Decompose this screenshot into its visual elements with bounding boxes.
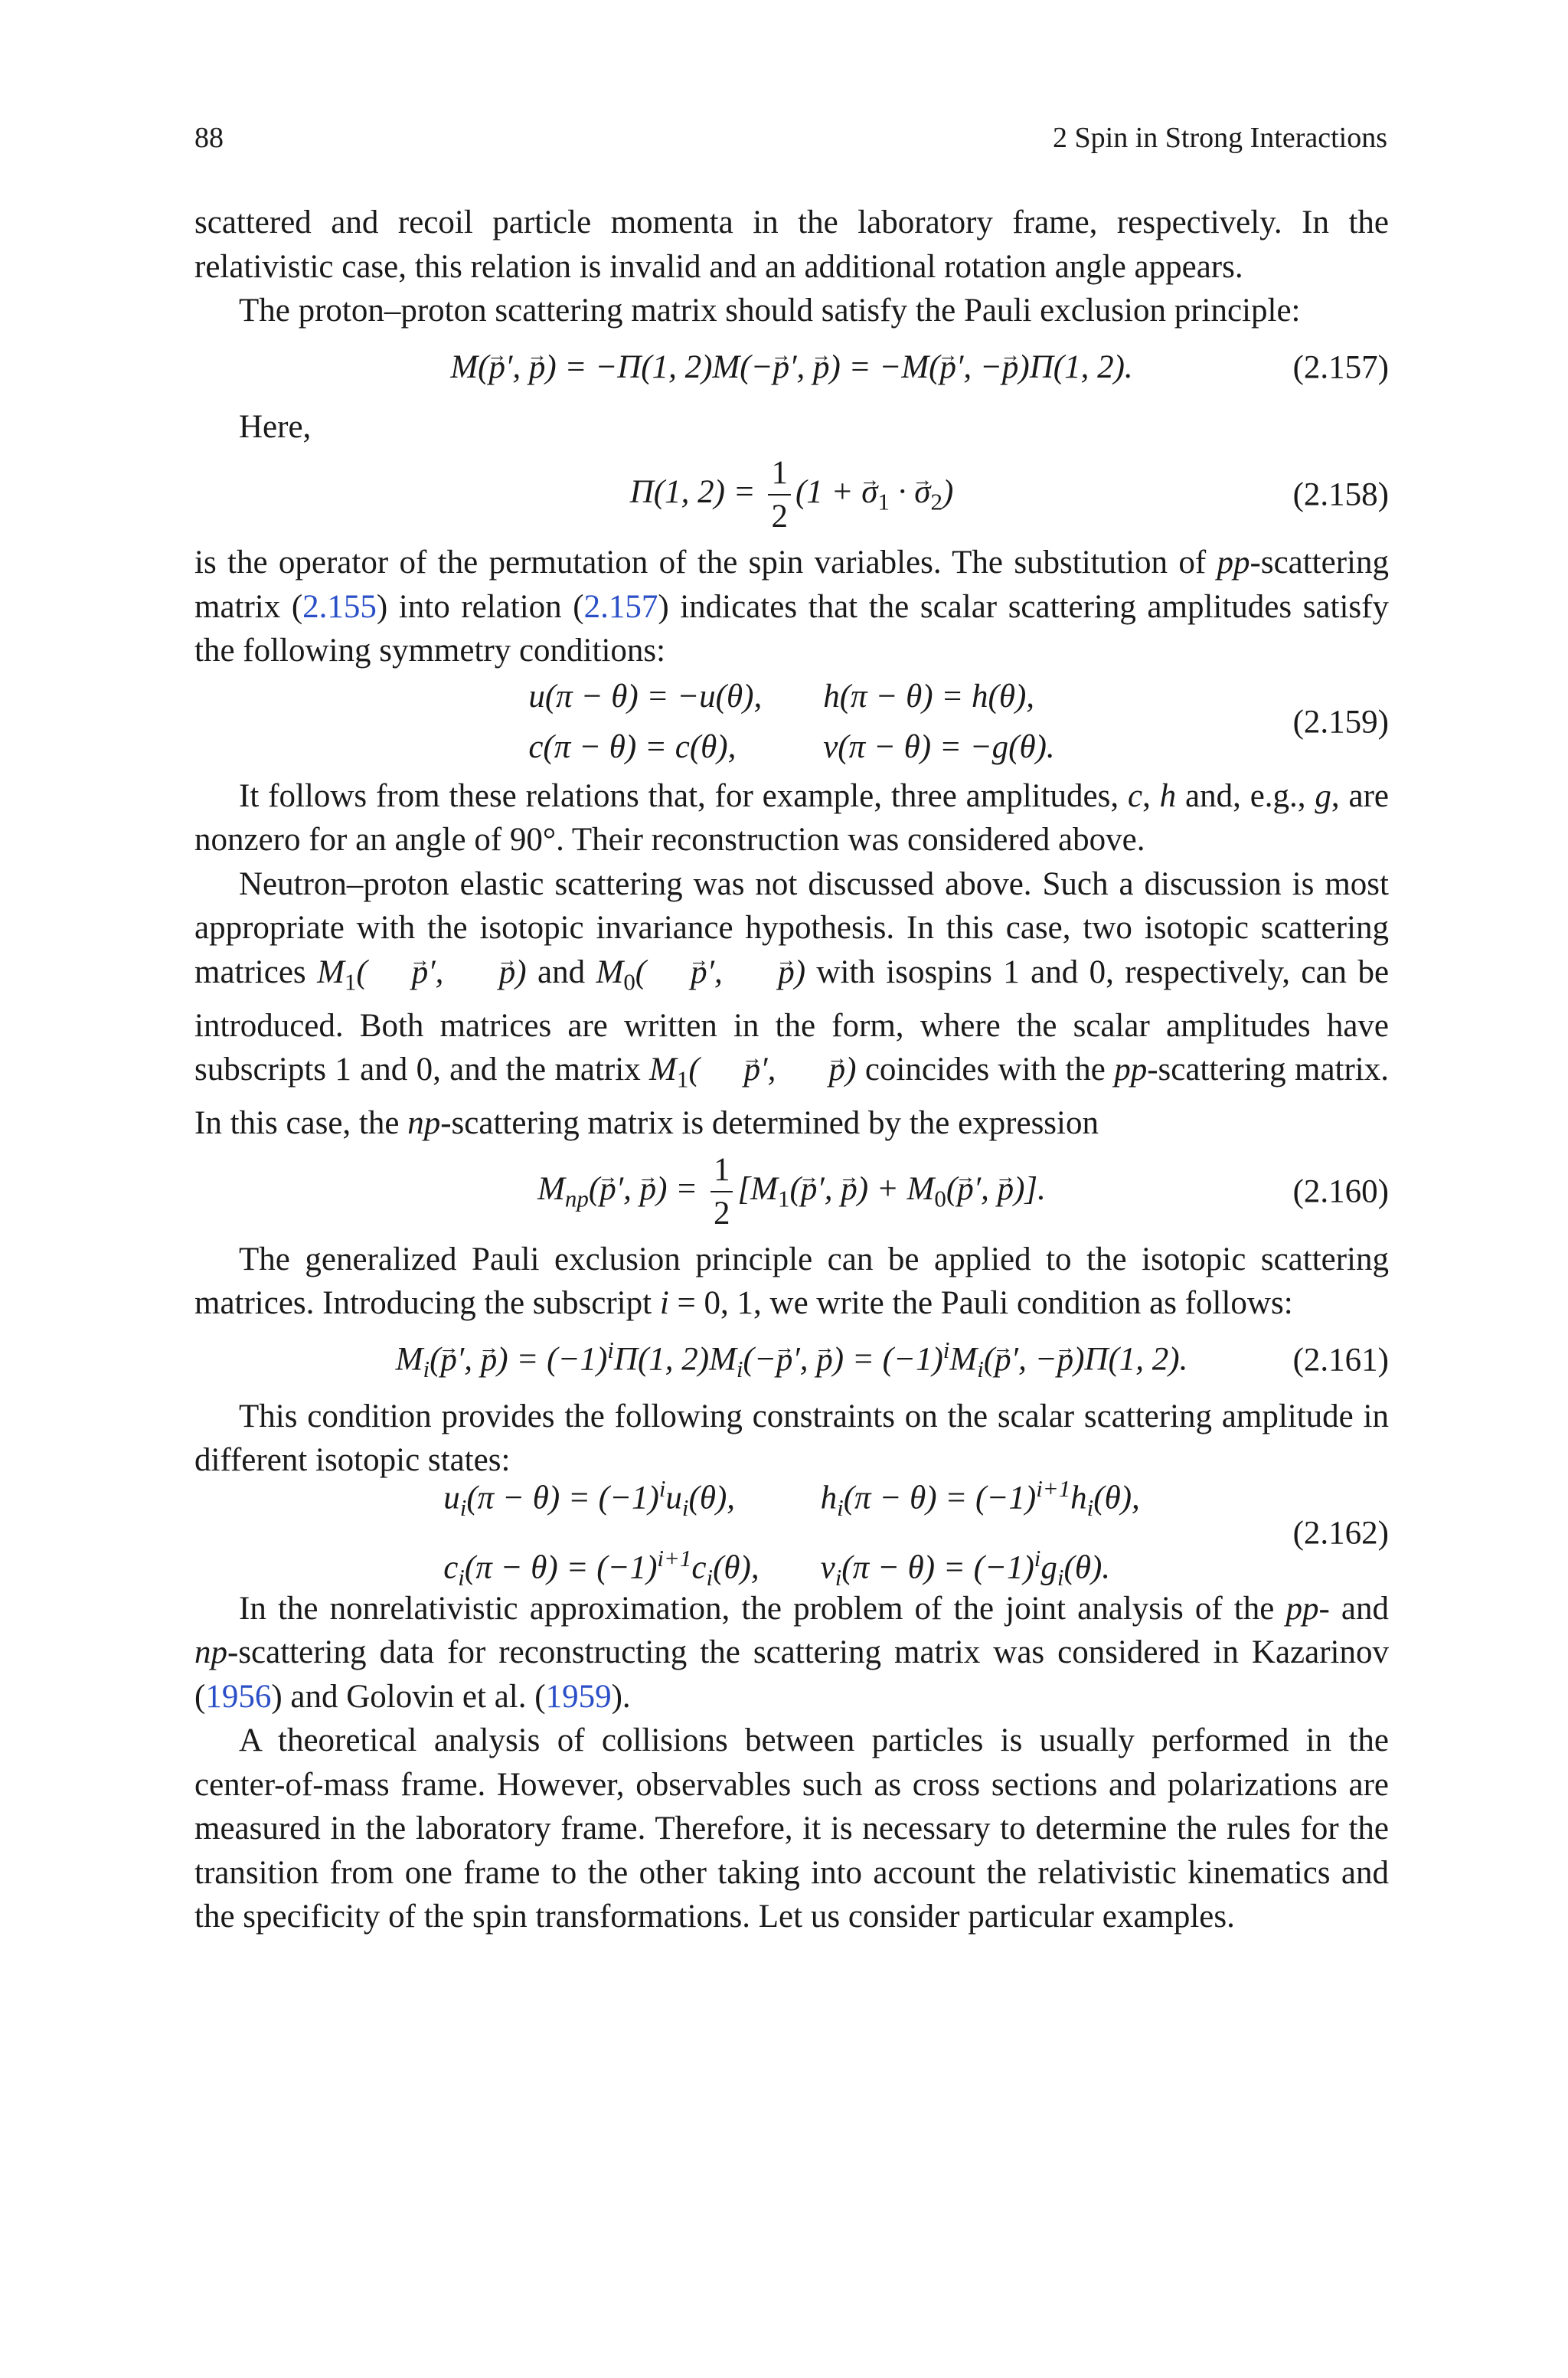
equation-2-162 [194,1475,1389,1591]
paragraph-3-text-d: ) indicates that the scalar scattering amplitudes satisfy the following symmetry conditions: [194,588,1389,669]
equation-2-160 [194,1146,1389,1238]
citation-link-kazarinov-1956[interactable]: 1956 [205,1678,272,1715]
paragraph-7: This condition provides the following constraints on the scalar scattering amplitude in different isotopic states: [194,1398,1389,1479]
paragraph-3-text-c: ) into relation ( [376,588,584,625]
paragraph-8-text-e: ). [611,1678,631,1715]
var-g: g [1315,777,1331,814]
equation-2-161-expression: $M_i(\to p'$, → $p) = (-1)^i\Pi(1$, $2)M_i(-\to p'$, → $p) = (-1)^iM_i(\to p'$, −→ p)Π(1, 2). [396,1328,1188,1391]
var-c: c [1127,777,1143,814]
paragraph-5 [194,862,1389,1146]
paragraph-5-text-c: with isospins 1 and 0, respectively, can be introduced. Both matrices are written in the form, where the scalar amplitudes have subscripts 1 and 0, and the matrix [194,953,1390,1088]
here-text: Here, [239,408,312,445]
paragraph-4-text-a: It follows from these relations that, for example, three amplitudes, [239,777,1128,814]
equation-2-157-number: (2.157) [1292,348,1389,385]
paragraph-8-text-c: -scattering data for reconstructing the scattering matrix was considered in Kazarinov ( [194,1634,1389,1715]
pp-label: pp [1114,1052,1148,1088]
paragraph-8-text-d: ) and Golovin et al. ( [271,1678,546,1715]
paragraph-5-text-e: -scattering matrix. In this case, the [194,1052,1390,1142]
equation-link-2-157[interactable]: 2.157 [583,588,658,625]
equation-2-157 [194,333,1389,402]
paragraph-9: A theoretical analysis of collisions between particles is usually performed in the center-of-mass frame. However, observables such as cross sections and polarizations are measured in the laboratory frame. Therefore, it is necessary to determine the rules for the transition from one frame to the other taking into account the relativistic kinematics and the specificity of the spin transformations. Let us consider particular examples. [194,1722,1389,1935]
equation-2-157-expression: M(→ p′, → p) = −Π(1, 2)M(−→ p′, → p) = −M(→ p′, −→ p)Π(1, 2). [450,345,1132,390]
equation-2-159 [194,673,1389,771]
paragraph-3-text-a: is the operator of the permutation of the spin variables. The substitution of [194,545,1217,581]
paragraph-6 [194,1238,1389,1326]
equation-2-159-expression: u(π − θ) = −u(θ), h(π − θ) = h(θ), c(π − θ) = c(θ), v(π − θ) = −g(θ). [528,679,1055,765]
inline-math-m1: $M_1(\to p'$, → p) [317,954,527,990]
pp-label: pp [1217,545,1250,581]
paragraph-3-text-b: -scattering matrix ( [194,545,1389,625]
paragraph-5-text-f: -scattering matrix is determined by the expression [440,1105,1099,1142]
page-header [194,121,1387,159]
equation-2-158-number: (2.158) [1292,476,1389,513]
page-body [194,201,1389,1939]
equation-2-161-number: (2.161) [1292,1341,1389,1378]
paragraph-5-text-b: and [526,953,596,990]
np-label: np [194,1634,227,1671]
var-h: h [1159,777,1177,814]
paragraph-8-text-a: In the nonrelativistic approximation, the problem of the joint analysis of the [239,1590,1286,1627]
paragraph-4-text-f: , are nonzero for an angle of 90°. Their reconstruction was considered above. [194,777,1390,858]
citation-link-golovin-1959[interactable]: 1959 [545,1678,612,1715]
paragraph-4 [194,774,1389,862]
equation-2-161 [194,1326,1389,1395]
equation-2-160-number: (2.160) [1292,1173,1389,1209]
inline-math-m1-b: $M_1(\to p'$, → p) [649,1052,856,1088]
equation-2-158-expression: Π(1, 2) = $\frac{1}{2}$ (1 + → $\sigma_1$ · → $\sigma_2$) [630,456,954,533]
equation-2-162-expression: $u_i(\pi - \theta) = (-1)^iu_i(\theta)$, $h_i(\pi - \theta) = (-1)^{i+1}h_i(\theta)$, $c_i(\pi - \theta) = (-1)^{i+1}c_i(\theta)$, $v_i(\pi - \theta) = (-1)^ig_i(\theta)$. [443,1475,1140,1591]
inline-math-m0: $M_0(\to p'$, → p) [596,954,805,990]
paragraph-3 [194,541,1389,673]
equation-2-160-expression: $M_{np}(\to p'$, → p) = $\frac{1}{2}$ [$M_1(\to p'$, → $p) + M_0(\to p'$, → p)]. [537,1153,1046,1230]
paragraph-4-text-b: , [1142,777,1160,814]
np-label: np [407,1105,441,1142]
equation-2-158 [194,449,1389,541]
page-number: 88 [194,122,224,154]
paragraph-4-text-e: and, e.g., [1176,777,1315,814]
equation-2-159-number: (2.159) [1292,703,1389,740]
paragraph-2: The proton–proton scattering matrix should satisfy the Pauli exclusion principle: [239,293,1301,329]
running-title: 2 Spin in Strong Interactions [1053,122,1387,154]
paragraph-8-text-b: - and [1318,1590,1389,1627]
equation-2-162-number: (2.162) [1292,1514,1389,1551]
paragraph-5-text-d: coincides with the [856,1052,1115,1088]
paragraph-5-text-a: Neutron–proton elastic scattering was not discussed above. Such a discussion is most appropriate with the isotopic invariance hypothesis. In this case, two isotopic scattering matrices [194,865,1389,990]
pp-label: pp [1285,1590,1319,1627]
paragraph-6-text-b: = 0, 1, we write the Pauli condition as follows: [668,1285,1293,1322]
var-i: i [659,1285,669,1322]
equation-link-2-155[interactable]: 2.155 [302,588,377,625]
paragraph-8 [194,1587,1389,1719]
paragraph-1: scattered and recoil particle momenta in the laboratory frame, respectively. In the relativistic case, this relation is invalid and an additional rotation angle appears. [194,204,1389,285]
paragraph-6-text-a: The generalized Pauli exclusion principle can be applied to the isotopic scattering matrices. Introducing the subscript [194,1241,1389,1322]
